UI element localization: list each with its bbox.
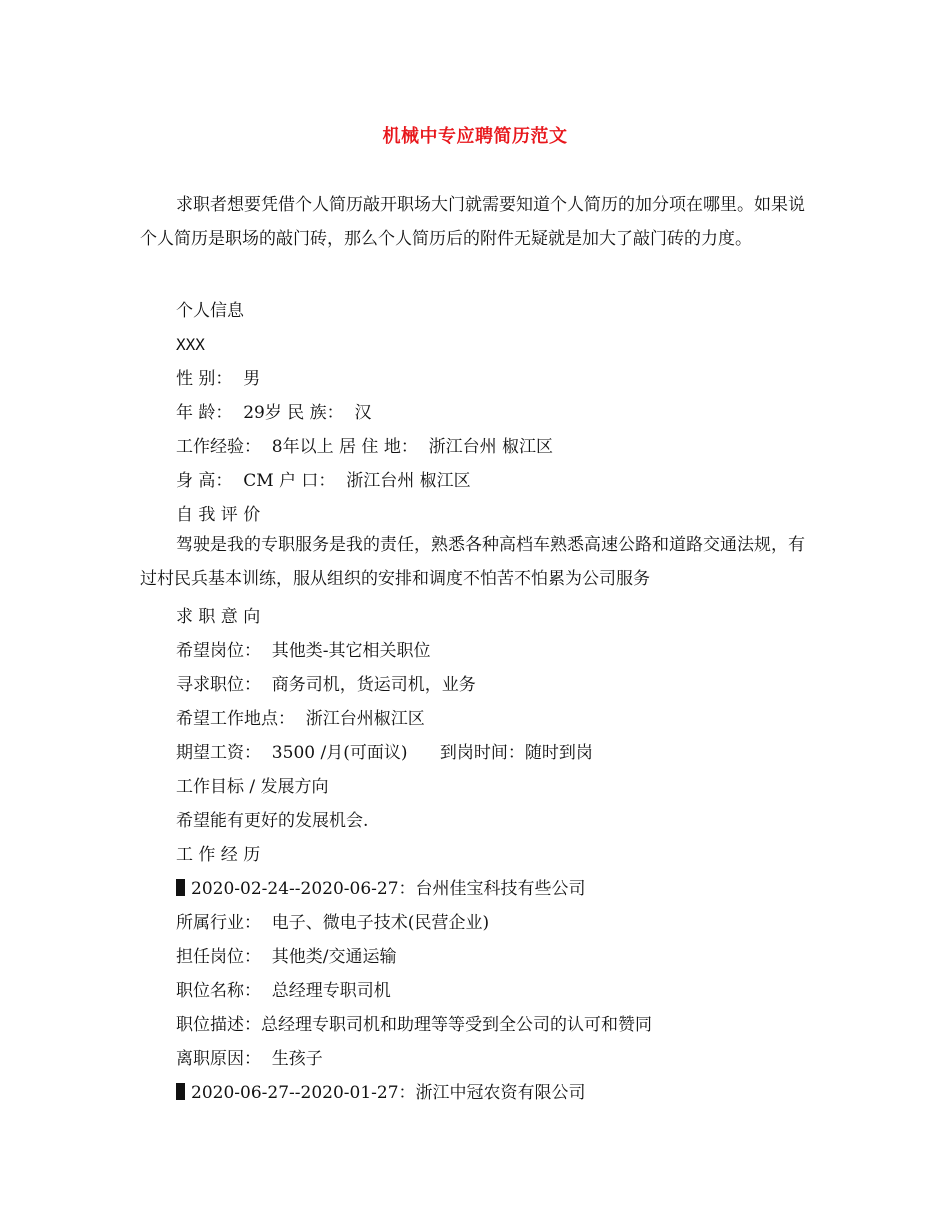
goal-text: 希望能有更好的发展机会. xyxy=(176,811,369,831)
desired-position-line: 希望岗位： 其他类-其它相关职位 xyxy=(176,641,431,661)
job1-description: 职位描述：总经理专职司机和助理等等受到全公司的认可和赞同 xyxy=(176,1015,652,1035)
experience-residence-line: 工作经验： 8年以上 居 住 地： 浙江台州 椒江区 xyxy=(176,437,554,457)
desired-location-line: 希望工作地点： 浙江台州椒江区 xyxy=(176,709,425,729)
sought-position-line: 寻求职位： 商务司机，货运司机，业务 xyxy=(176,675,476,695)
salary-availability-line: 期望工资： 3500 /月(可面议) 到岗时间：随时到岗 xyxy=(176,743,593,763)
job1-industry: 所属行业： 电子、微电子技术(民营企业) xyxy=(176,913,490,933)
goal-heading: 工作目标 / 发展方向 xyxy=(176,777,329,797)
section-work-history: 工 作 经 历 xyxy=(176,845,261,865)
job2-header-text: 2020-06-27--2020-01-27：浙江中冠农资有限公司 xyxy=(191,1083,586,1103)
section-personal-info: 个人信息 xyxy=(176,301,244,321)
age-ethnicity-line: 年 龄： 29岁 民 族： 汉 xyxy=(176,403,372,423)
section-self-evaluation: 自 我 评 价 xyxy=(176,505,261,525)
job1-header-text: 2020-02-24--2020-06-27：台州佳宝科技有些公司 xyxy=(191,879,586,899)
section-job-intent: 求 职 意 向 xyxy=(176,607,261,627)
self-evaluation-paragraph: 驾驶是我的专职服务是我的责任，熟悉各种高档车熟悉高速公路和道路交通法规，有过村民兵基本训练，服从组织的安排和调度不怕苦不怕累为公司服务 xyxy=(140,535,805,589)
job1-post: 担任岗位： 其他类/交通运输 xyxy=(176,947,397,967)
height-hukou-line: 身 高： CM 户 口： 浙江台州 椒江区 xyxy=(176,471,471,491)
bullet-marker xyxy=(176,1083,185,1100)
job1-header xyxy=(176,872,586,906)
gender-line: 性 别： 男 xyxy=(176,369,261,389)
applicant-name: XXX xyxy=(176,335,205,354)
job2-header xyxy=(176,1076,586,1110)
job1-leave-reason: 离职原因： 生孩子 xyxy=(176,1049,323,1069)
bullet-marker xyxy=(176,879,185,896)
job1-title: 职位名称： 总经理专职司机 xyxy=(176,981,391,1001)
intro-paragraph: 求职者想要凭借个人简历敲开职场大门就需要知道个人简历的加分项在哪里。如果说个人简历是职场的敲门砖，那么个人简历后的附件无疑就是加大了敲门砖的力度。 xyxy=(140,195,805,249)
document-title: 机械中专应聘简历范文 xyxy=(382,126,568,147)
